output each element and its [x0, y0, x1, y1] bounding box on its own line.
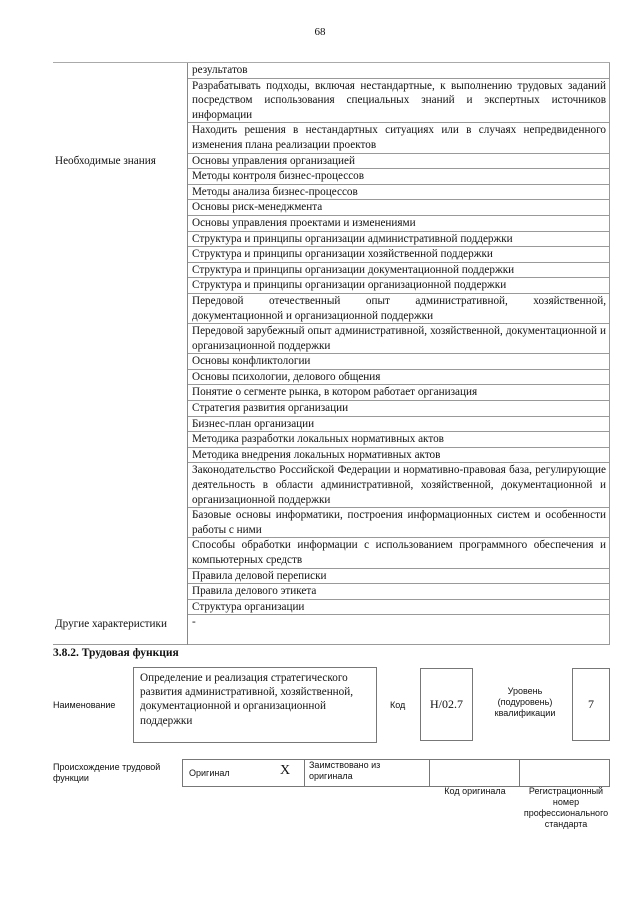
name-label: Наименование [53, 700, 116, 710]
knowledge-item: Стратегия развития организации [188, 401, 610, 417]
original-code-cell [430, 759, 520, 787]
knowledge-item: Методы контроля бизнес-процессов [188, 169, 610, 185]
knowledge-list [187, 154, 610, 616]
knowledge-item: Основы психологии, делового общения [188, 370, 610, 386]
knowledge-item: Основы управления проектами и изменениями [188, 216, 610, 232]
knowledge-item: Структура и принципы организации организационной поддержки [188, 278, 610, 294]
level-value: 7 [572, 668, 610, 741]
knowledge-item: Базовые основы информатики, построения информационных систем и особенности работы с ними [188, 508, 610, 538]
knowledge-item: Передовой отечественный опыт административной, хозяйственной, документационной и организационной поддержки [188, 294, 610, 324]
page-number: 68 [314, 26, 326, 38]
knowledge-item: Структура организации [188, 600, 610, 616]
skills-continued-row [53, 63, 610, 154]
skills-label-empty [53, 63, 187, 154]
borrowed-cell [304, 759, 430, 787]
knowledge-item: Методика внедрения локальных нормативных актов [188, 448, 610, 464]
knowledge-item: Методы анализа бизнес-процессов [188, 185, 610, 201]
other-value: - [188, 615, 610, 645]
knowledge-item: Передовой зарубежный опыт административной, хозяйственной, документационной и организационной поддержки [188, 324, 610, 354]
knowledge-item: Бизнес-план организации [188, 417, 610, 433]
borrowed-label: Заимствовано из оригинала [309, 760, 381, 781]
other-label: Другие характеристики [53, 615, 187, 645]
code-label: Код [390, 700, 406, 710]
knowledge-row [53, 154, 610, 616]
section-title: 3.8.2. Трудовая функция [53, 647, 179, 659]
knowledge-item: Основы конфликтологии [188, 354, 610, 370]
registration-number-cell [520, 759, 610, 787]
registration-number-label: Регистрационный номер профессионального стандарта [523, 786, 609, 829]
code-value: Н/02.7 [420, 668, 473, 741]
knowledge-item: Основы управления организацией [188, 154, 610, 170]
knowledge-item: Структура и принципы организации хозяйственной поддержки [188, 247, 610, 263]
other-row [53, 615, 610, 645]
knowledge-item: Правила деловой переписки [188, 569, 610, 585]
knowledge-item: Основы риск-менеджмента [188, 200, 610, 216]
knowledge-item: Способы обработки информации с использованием программного обеспечения и компьютерных средств [188, 538, 610, 568]
knowledge-item: Структура и принципы организации административной поддержки [188, 232, 610, 248]
knowledge-item: Законодательство Российской Федерации и нормативно-правовая база, регулирующие деятельность в области административной, хозяйственной, документационной и организационной поддержки [188, 463, 610, 508]
skill-item: Находить решения в нестандартных ситуациях или в случаях непредвиденного изменения плана реализации проектов [188, 123, 610, 153]
origin-label: Происхождение трудовой функции [53, 762, 161, 783]
knowledge-item: Правила делового этикета [188, 584, 610, 600]
original-code-label: Код оригинала [444, 786, 506, 796]
knowledge-item: Методика разработки локальных нормативных актов [188, 432, 610, 448]
knowledge-table [53, 62, 610, 645]
original-mark: Х [280, 763, 291, 778]
level-label: Уровень (подуровень) квалификации [494, 686, 556, 718]
original-label: Оригинал [189, 768, 230, 778]
skill-item: Разрабатывать подходы, включая нестандартные, к выполнению трудовых заданий посредством использования специальных знаний и экспертных источников информации [188, 79, 610, 124]
knowledge-item: Структура и принципы организации документационной поддержки [188, 263, 610, 279]
skill-item: результатов [188, 63, 610, 79]
knowledge-item: Понятие о сегменте рынка, в котором работает организация [188, 385, 610, 401]
knowledge-label: Необходимые знания [55, 154, 156, 167]
function-name: Определение и реализация стратегического развития административной, хозяйственной, документационной и организационной поддержки [133, 667, 377, 743]
